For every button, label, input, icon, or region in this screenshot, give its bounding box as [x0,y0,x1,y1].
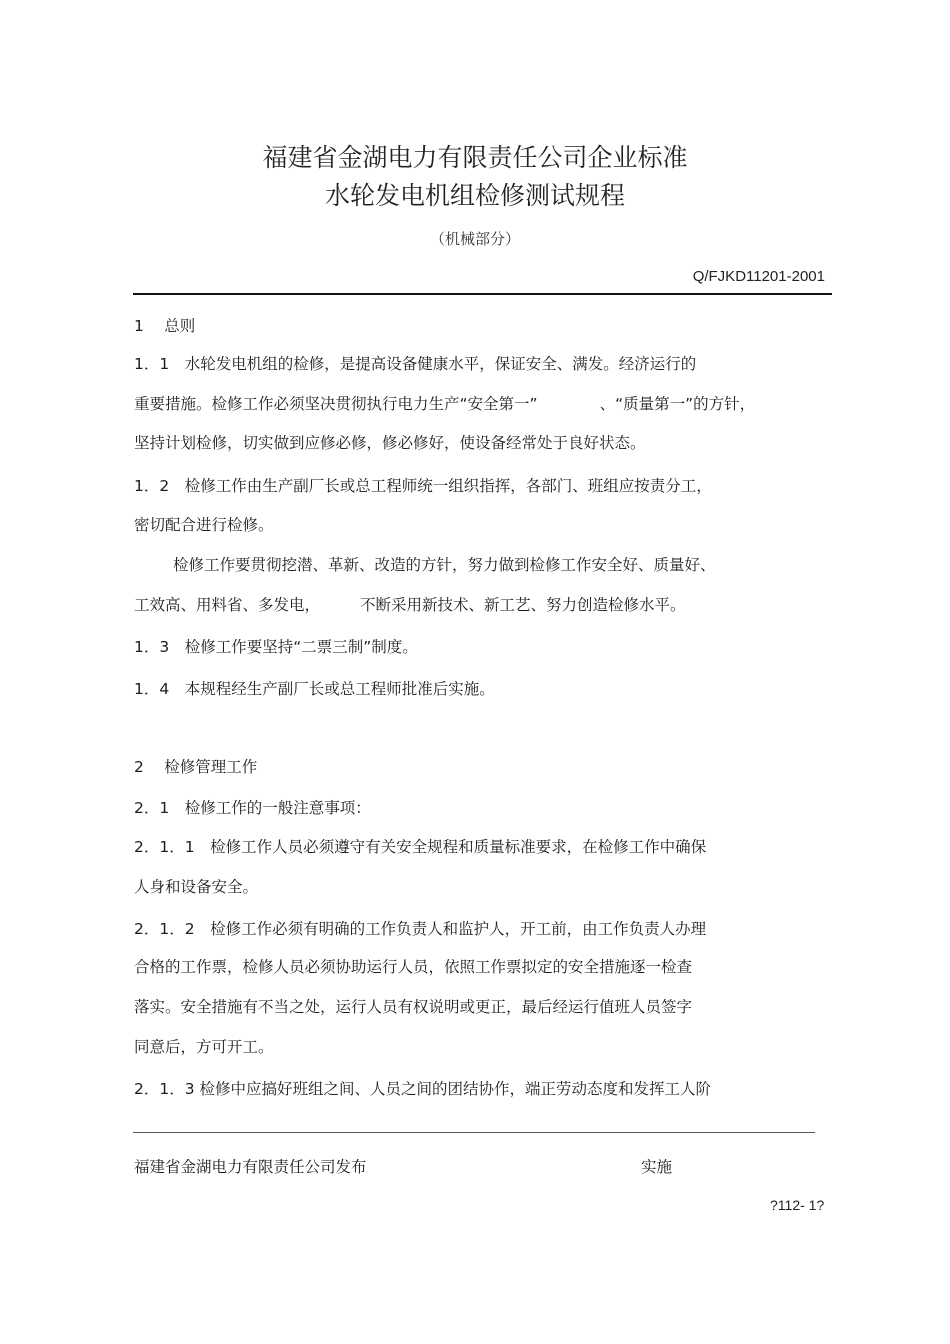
paragraph-line: 密切配合进行检修。 [134,516,274,534]
footer-divider [133,1132,815,1133]
paragraph-line [134,392,755,414]
section-2-heading: 2 检修管理工作 [134,758,258,776]
paragraph-line-part: 、“质量第一”的方针， [599,395,756,413]
paragraph-line: 1．3 检修工作要坚持“二票三制”制度。 [134,638,418,656]
paragraph-line: 坚持计划检修，切实做到应修必修，修必修好，使设备经常处于良好状态。 [134,434,646,452]
paragraph-line: 1．4 本规程经生产副厂长或总工程师批准后实施。 [134,680,495,698]
paragraph-line: 合格的工作票，检修人员必须协助运行人员，依照工作票拟定的安全措施逐一检查 [134,958,693,976]
page-number: ?112- 1? [770,1197,825,1213]
paragraph-line-part: 不断采用新技术、新工艺、努力创造检修水平。 [360,596,686,614]
paragraph-line-part: 工效高、用料省、多发电， [134,596,321,614]
paragraph-line: 2．1．2 检修工作必须有明确的工作负责人和监护人，开工前，由工作负责人办理 [134,920,707,938]
paragraph-line-part: 重要措施。检修工作必须坚决贯彻执行电力生产“安全第一” [134,395,538,413]
publisher-label: 福建省金湖电力有限责任公司发布 [134,1158,367,1176]
paragraph-line: 2．1 检修工作的一般注意事项： [134,799,371,817]
paragraph-line: 2．1．3 检修中应搞好班组之间、人员之间的团结协作，端正劳动态度和发挥工人阶 [134,1080,712,1098]
paragraph-line: 人身和设备安全。 [134,878,259,896]
paragraph-line [134,593,686,615]
paragraph-line: 落实。安全措施有不当之处，运行人员有权说明或更正，最后经运行值班人员签字 [134,998,693,1016]
document-subtitle: （机械部分） [429,230,520,248]
paragraph-line: 1．1 水轮发电机组的检修，是提高设备健康水平，保证安全、满发。经济运行的 [134,355,697,373]
implement-label: 实施 [641,1158,673,1176]
paragraph-line: 2．1．1 检修工作人员必须遵守有关安全规程和质量标准要求，在检修工作中确保 [134,838,707,856]
document-title-line2: 水轮发电机组检修测试规程 [324,181,625,210]
paragraph-line: 1．2 检修工作由生产副厂长或总工程师统一组织指挥，各部门、班组应按责分工， [134,477,712,495]
header-divider [133,293,832,295]
section-1-heading: 1 总则 [134,317,196,335]
paragraph-line: 同意后，方可开工。 [134,1038,274,1056]
standard-code: Q/FJKD11201-2001 [692,268,825,285]
paragraph-line: 检修工作要贯彻挖潜、革新、改造的方针，努力做到检修工作安全好、质量好、 [173,556,716,574]
document-title-line1: 福建省金湖电力有限责任公司企业标准 [262,143,688,172]
